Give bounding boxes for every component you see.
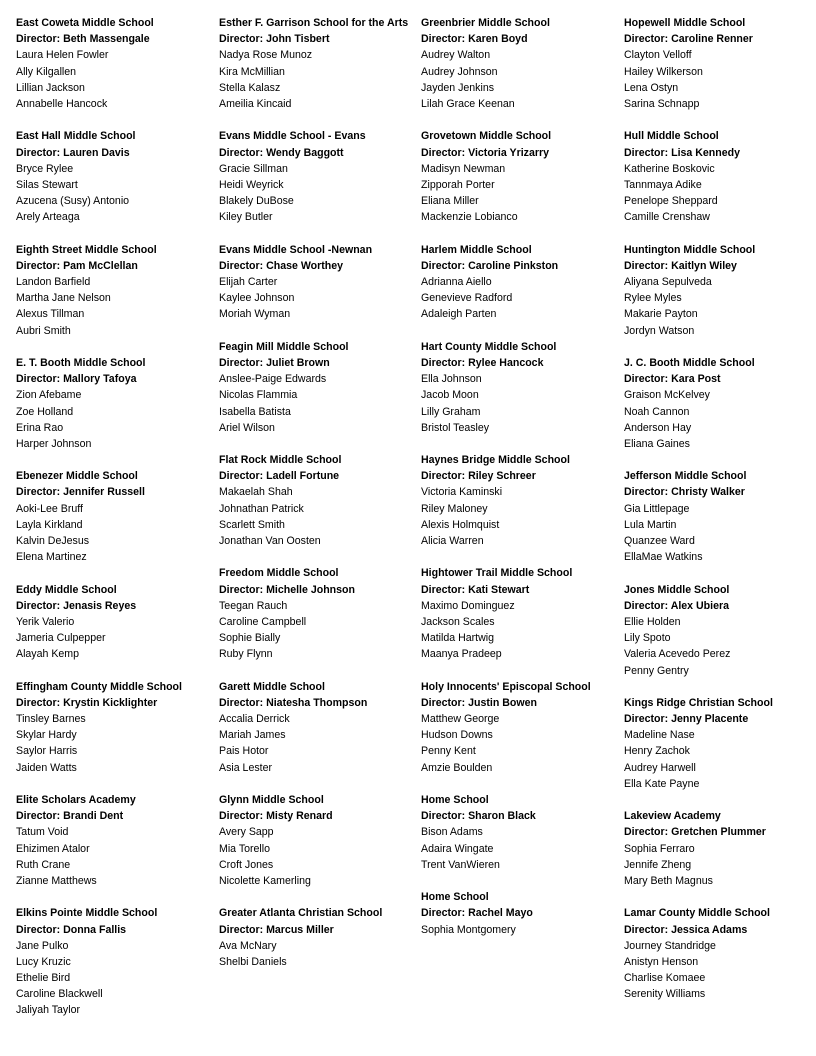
student-name: Arely Arteaga <box>16 211 80 224</box>
student-name: Layla Kirkland <box>16 518 83 531</box>
student-name: Bryce Rylee <box>16 162 74 175</box>
student-name: Nicolas Flammia <box>219 389 298 402</box>
student-name: Ethelie Bird <box>16 972 71 985</box>
school-name: Hart County Middle School <box>421 340 557 353</box>
student-name: Penelope Sheppard <box>624 195 718 208</box>
school-name: Evans Middle School -Newnan <box>219 243 373 256</box>
school-entry <box>16 242 216 339</box>
student-name: Ally Kilgallen <box>16 65 77 78</box>
director-name: Director: Pam McClellan <box>16 259 138 272</box>
student-name: Jayden Jenkins <box>421 81 495 94</box>
director-name: Director: Misty Renard <box>219 810 333 823</box>
student-name: Jaliyah Taylor <box>16 1004 80 1017</box>
student-name: Lena Ostyn <box>624 81 679 94</box>
school-entry <box>421 679 621 776</box>
student-name: Adaira Wingate <box>421 842 494 855</box>
director-name: Director: Donna Fallis <box>16 923 127 936</box>
student-name: Lula Martin <box>624 518 677 531</box>
student-name: Alexus Tillman <box>16 308 85 321</box>
student-name: Johnathan Patrick <box>219 502 304 515</box>
school-name: Greenbrier Middle School <box>421 17 550 29</box>
student-name: Sophia Ferraro <box>624 842 695 855</box>
director-name: Director: Victoria Yrizarry <box>421 146 549 159</box>
student-name: Mary Beth Magnus <box>624 874 713 887</box>
school-entry <box>16 468 216 565</box>
director-name: Director: Michelle Johnson <box>219 583 355 596</box>
school-entry <box>624 15 816 112</box>
school-entry <box>16 128 216 225</box>
student-name: Genevieve Radford <box>421 292 513 305</box>
school-name: Evans Middle School - Evans <box>219 130 366 143</box>
school-name: Effingham County Middle School <box>16 680 182 693</box>
school-entry <box>421 792 621 873</box>
school-entry <box>421 452 621 549</box>
school-name: Flat Rock Middle School <box>219 454 342 467</box>
school-entry <box>16 582 216 663</box>
student-name: Sophia Montgomery <box>421 923 516 936</box>
director-name: Director: Mallory Tafoya <box>16 373 137 386</box>
school-name: Home School <box>421 794 489 806</box>
student-name: Amzie Boulden <box>421 761 493 774</box>
student-name: Ella Kate Payne <box>624 777 700 790</box>
student-name: Jameria Culpepper <box>16 632 106 645</box>
student-name: Rylee Myles <box>624 292 682 305</box>
student-name: Avery Sapp <box>219 826 274 839</box>
student-name: Yerik Valerio <box>16 615 75 628</box>
student-name: Eliana Miller <box>421 195 479 208</box>
student-name: Aoki-Lee Bruff <box>16 502 83 515</box>
student-name: Azucena (Susy) Antonio <box>16 195 130 208</box>
student-name: Alicia Warren <box>421 535 484 547</box>
director-name: Director: Jenny Placente <box>624 713 749 726</box>
school-entry <box>219 452 419 549</box>
student-name: Bristol Teasley <box>421 421 490 434</box>
school-entry <box>16 15 216 112</box>
student-name: Audrey Johnson <box>421 65 498 78</box>
school-name: East Hall Middle School <box>16 130 136 143</box>
school-entry <box>421 339 621 436</box>
student-name: Teegan Rauch <box>219 599 288 612</box>
student-name: Riley Maloney <box>421 502 488 515</box>
student-name: Kalvin DeJesus <box>16 535 90 547</box>
student-name: Adrianna Aiello <box>421 276 492 288</box>
director-name: Director: Wendy Baggott <box>219 146 344 159</box>
student-name: Charlise Komaee <box>624 972 706 985</box>
student-name: Ella Johnson <box>421 373 482 386</box>
director-name: Director: Riley Schreer <box>421 470 536 483</box>
student-name: Penny Gentry <box>624 664 689 677</box>
student-name: Jane Pulko <box>16 939 69 952</box>
school-name: Freedom Middle School <box>219 567 339 580</box>
school-entry <box>219 339 419 436</box>
roster-column <box>421 15 621 954</box>
school-name: Hull Middle School <box>624 130 719 143</box>
director-name: Director: Marcus Miller <box>219 923 334 936</box>
student-name: Erina Rao <box>16 421 64 434</box>
director-name: Director: Caroline Pinkston <box>421 259 559 272</box>
director-name: Director: Alex Ubiera <box>624 599 729 612</box>
school-name: Holy Innocents' Episcopal School <box>421 680 591 693</box>
school-entry <box>624 582 816 679</box>
student-name: Jaiden Watts <box>16 761 77 774</box>
school-name: Ebenezer Middle School <box>16 470 138 483</box>
student-name: Maanya Pradeep <box>421 648 502 661</box>
student-name: Shelbi Daniels <box>219 955 287 968</box>
student-name: Penny Kent <box>421 745 476 758</box>
student-name: EllaMae Watkins <box>624 551 703 564</box>
school-name: J. C. Booth Middle School <box>624 356 755 369</box>
school-name: Elite Scholars Academy <box>16 794 136 806</box>
student-name: Saylor Harris <box>16 745 78 758</box>
school-name: Jones Middle School <box>624 583 730 596</box>
student-name: Henry Zachok <box>624 745 690 758</box>
school-entry <box>624 128 816 225</box>
student-name: Zion Afebame <box>16 389 82 402</box>
student-name: Jennife Zheng <box>624 858 692 871</box>
student-name: Asia Lester <box>219 761 272 774</box>
student-name: Ariel Wilson <box>219 421 275 434</box>
director-name: Director: Kati Stewart <box>421 583 530 596</box>
director-name: Director: Juliet Brown <box>219 356 330 369</box>
school-entry <box>421 242 621 323</box>
director-name: Director: Kaitlyn Wiley <box>624 259 737 272</box>
student-name: Sophie Bially <box>219 632 281 645</box>
student-name: Matilda Hartwig <box>421 632 495 645</box>
student-name: Nadya Rose Munoz <box>219 49 313 62</box>
student-name: Anslee-Paige Edwards <box>219 373 327 386</box>
student-name: Elijah Carter <box>219 276 278 288</box>
school-entry <box>219 905 419 970</box>
school-name: Garett Middle School <box>219 680 325 693</box>
school-name: Hopewell Middle School <box>624 17 746 29</box>
student-name: Zipporah Porter <box>421 178 495 191</box>
student-name: Mia Torello <box>219 842 271 855</box>
student-name: Alexis Holmquist <box>421 518 500 531</box>
student-name: Eliana Gaines <box>624 437 690 450</box>
school-name: Eighth Street Middle School <box>16 243 157 256</box>
student-name: Audrey Harwell <box>624 761 696 774</box>
director-name: Director: Krystin Kicklighter <box>16 696 158 709</box>
student-name: Ruth Crane <box>16 858 71 871</box>
school-entry <box>219 128 419 225</box>
student-name: Skylar Hardy <box>16 729 77 742</box>
director-name: Director: Justin Bowen <box>421 696 537 709</box>
student-name: Lilly Graham <box>421 405 481 418</box>
student-name: Madisyn Newman <box>421 162 506 175</box>
school-name: Harlem Middle School <box>421 243 532 256</box>
student-name: Nicolette Kamerling <box>219 874 311 887</box>
student-name: Elena Martinez <box>16 551 87 564</box>
school-entry <box>624 355 816 452</box>
student-name: Lillian Jackson <box>16 81 85 94</box>
student-name: Stella Kalasz <box>219 81 281 94</box>
student-name: Adaleigh Parten <box>421 308 497 321</box>
school-name: E. T. Booth Middle School <box>16 356 146 369</box>
roster-column <box>219 15 419 986</box>
student-name: Hailey Wilkerson <box>624 65 703 78</box>
student-name: Isabella Batista <box>219 405 291 418</box>
director-name: Director: Jennifer Russell <box>16 486 145 499</box>
director-name: Director: Jenasis Reyes <box>16 599 137 612</box>
student-name: Camille Crenshaw <box>624 211 710 224</box>
school-entry <box>421 889 621 938</box>
director-name: Director: Christy Walker <box>624 486 745 499</box>
student-name: Lilah Grace Keenan <box>421 97 515 110</box>
student-name: Jacob Moon <box>421 389 479 402</box>
student-name: Zoe Holland <box>16 405 74 418</box>
student-name: Sarina Schnapp <box>624 97 700 110</box>
student-name: Mariah James <box>219 729 286 742</box>
student-name: Victoria Kaminski <box>421 486 503 499</box>
student-name: Mackenzie Lobianco <box>421 211 518 224</box>
student-name: Landon Barfield <box>16 276 91 288</box>
student-name: Accalia Derrick <box>219 713 290 726</box>
student-name: Laura Helen Fowler <box>16 49 109 62</box>
student-name: Clayton Velloff <box>624 49 692 62</box>
student-name: Alayah Kemp <box>16 648 80 661</box>
school-name: Eddy Middle School <box>16 583 117 596</box>
director-name: Director: Sharon Black <box>421 810 536 823</box>
school-entry <box>219 792 419 889</box>
director-name: Director: Ladell Fortune <box>219 470 340 483</box>
student-name: Tannmaya Adike <box>624 178 702 191</box>
student-name: Journey Standridge <box>624 939 716 952</box>
school-entry <box>624 695 816 792</box>
director-name: Director: Chase Worthey <box>219 259 344 272</box>
student-name: Quanzee Ward <box>624 535 695 547</box>
school-name: Hightower Trail Middle School <box>421 567 573 580</box>
director-name: Director: Kara Post <box>624 373 721 386</box>
roster-column <box>16 15 216 1035</box>
director-name: Director: Rachel Mayo <box>421 907 533 920</box>
school-entry <box>624 242 816 339</box>
school-entry <box>624 905 816 1002</box>
student-name: Valeria Acevedo Perez <box>624 648 731 661</box>
student-name: Aliyana Sepulveda <box>624 276 712 288</box>
student-name: Pais Hotor <box>219 745 269 758</box>
student-name: Trent VanWieren <box>421 858 500 871</box>
school-name: East Coweta Middle School <box>16 17 154 29</box>
school-entry <box>219 242 419 323</box>
student-name: Hudson Downs <box>421 729 493 742</box>
student-name: Blakely DuBose <box>219 195 294 208</box>
student-name: Madeline Nase <box>624 729 695 742</box>
student-name: Caroline Blackwell <box>16 988 103 1001</box>
school-name: Grovetown Middle School <box>421 130 552 143</box>
student-name: Silas Stewart <box>16 178 78 191</box>
student-name: Makaelah Shah <box>219 486 293 499</box>
student-name: Scarlett Smith <box>219 518 285 531</box>
school-name: Greater Atlanta Christian School <box>219 907 383 920</box>
school-entry <box>16 905 216 1018</box>
student-name: Tatum Void <box>16 826 69 839</box>
school-name: Home School <box>421 891 489 904</box>
school-entry <box>624 808 816 889</box>
school-entry <box>16 355 216 452</box>
school-entry <box>624 468 816 565</box>
student-name: Jordyn Watson <box>624 324 695 337</box>
director-name: Director: Niatesha Thompson <box>219 696 368 709</box>
school-name: Feagin Mill Middle School <box>219 340 349 353</box>
student-name: Serenity Williams <box>624 988 706 1001</box>
school-entry <box>16 679 216 776</box>
student-name: Gia Littlepage <box>624 502 690 515</box>
student-name: Caroline Campbell <box>219 615 307 628</box>
director-name: Director: Karen Boyd <box>421 33 528 46</box>
student-name: Annabelle Hancock <box>16 97 108 110</box>
student-name: Harper Johnson <box>16 437 92 450</box>
director-name: Director: Caroline Renner <box>624 33 753 46</box>
school-name: Glynn Middle School <box>219 794 324 806</box>
director-name: Director: Beth Massengale <box>16 33 150 46</box>
school-name: Huntington Middle School <box>624 243 756 256</box>
student-name: Maximo Dominguez <box>421 599 515 612</box>
school-entry <box>219 565 419 662</box>
student-name: Matthew George <box>421 713 500 726</box>
student-name: Zianne Matthews <box>16 874 97 887</box>
student-name: Croft Jones <box>219 858 274 871</box>
student-name: Ameilia Kincaid <box>219 97 292 110</box>
roster-column <box>624 15 816 1019</box>
student-name: Kaylee Johnson <box>219 292 295 305</box>
student-name: Jonathan Van Oosten <box>219 535 321 547</box>
director-name: Director: Gretchen Plummer <box>624 826 766 839</box>
student-name: Audrey Walton <box>421 49 491 62</box>
student-name: Ellie Holden <box>624 615 681 628</box>
student-name: Noah Cannon <box>624 405 690 418</box>
student-name: Graison McKelvey <box>624 389 710 402</box>
student-name: Jackson Scales <box>421 615 495 628</box>
director-name: Director: Lisa Kennedy <box>624 146 740 159</box>
student-name: Ruby Flynn <box>219 648 273 661</box>
student-name: Ehizimen Atalor <box>16 842 90 855</box>
director-name: Director: Rylee Hancock <box>421 356 544 369</box>
student-name: Bison Adams <box>421 826 483 839</box>
school-name: Haynes Bridge Middle School <box>421 454 570 467</box>
school-entry <box>16 792 216 889</box>
director-name: Director: Lauren Davis <box>16 146 130 159</box>
school-entry <box>219 679 419 776</box>
school-entry <box>219 15 419 112</box>
school-entry <box>421 15 621 112</box>
school-name: Lakeview Academy <box>624 810 721 823</box>
student-name: Lily Spoto <box>624 632 671 645</box>
student-name: Aubri Smith <box>16 324 71 337</box>
school-name: Elkins Pointe Middle School <box>16 907 158 920</box>
student-name: Kiley Butler <box>219 211 273 224</box>
student-name: Kira McMillian <box>219 65 285 78</box>
school-name: Lamar County Middle School <box>624 907 770 920</box>
student-name: Anistyn Henson <box>624 955 699 968</box>
student-name: Ava McNary <box>219 939 277 952</box>
school-entry <box>421 128 621 225</box>
director-name: Director: John Tisbert <box>219 33 330 46</box>
student-name: Martha Jane Nelson <box>16 292 111 305</box>
student-name: Katherine Boskovic <box>624 162 715 175</box>
director-name: Director: Jessica Adams <box>624 923 748 936</box>
student-name: Anderson Hay <box>624 421 692 434</box>
school-name: Esther F. Garrison School for the Arts <box>219 17 409 29</box>
school-name: Jefferson Middle School <box>624 470 747 483</box>
school-entry <box>421 565 621 662</box>
director-name: Director: Brandi Dent <box>16 810 124 823</box>
student-name: Moriah Wyman <box>219 308 291 321</box>
student-name: Lucy Kruzic <box>16 955 71 968</box>
student-name: Makarie Payton <box>624 308 698 321</box>
student-name: Heidi Weyrick <box>219 178 284 191</box>
school-name: Kings Ridge Christian School <box>624 696 773 709</box>
student-name: Tinsley Barnes <box>16 713 86 726</box>
student-name: Gracie Sillman <box>219 162 288 175</box>
